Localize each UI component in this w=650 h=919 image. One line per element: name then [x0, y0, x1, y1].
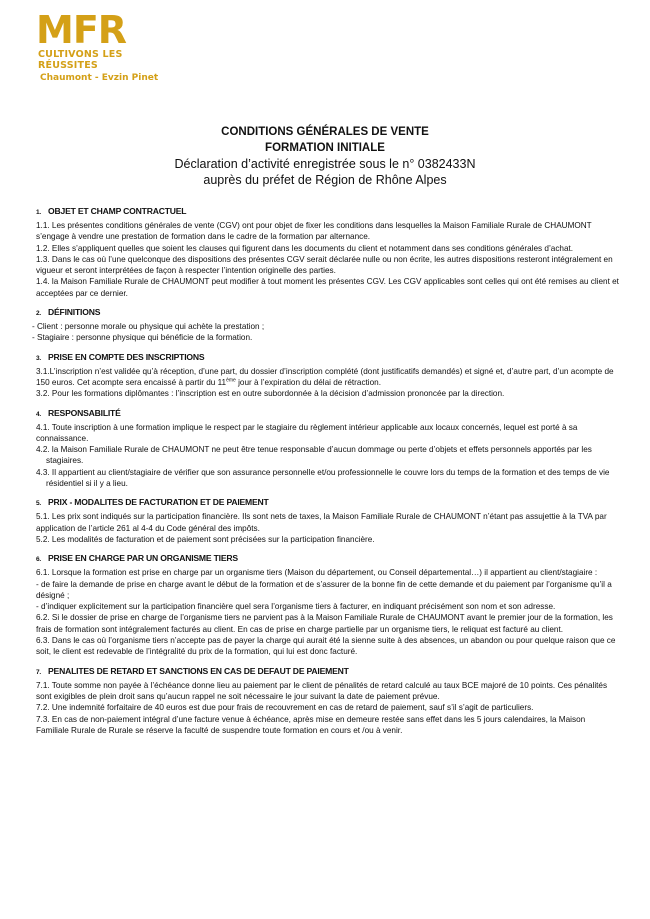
paragraph: 1.1. Les présentes conditions générales de vente (CGV) ont pour objet de fixer les conditions dans lesquelles la Maison Familiale Rurale de CHAUMONT s’engage à vendre une prestation de formation dans le cadre de la formation par alternance. — [36, 221, 592, 242]
paragraph: 4.3. Il appartient au client/stagiaire de vérifier que son assurance personnelle et/ou professionnelle le couvre lors du temps de la formation et des temps de vie résidentiel si il y a lieu. — [36, 467, 610, 489]
document-body — [32, 205, 620, 743]
definition-item: - Stagiaire : personne physique qui bénéficie de la formation. — [32, 333, 253, 343]
section-title: 1. OBJET ET CHAMP CONTRACTUEL — [36, 206, 187, 216]
declaration-line: Déclaration d’activité enregistrée sous le n° 0382433N — [174, 157, 476, 171]
paragraph: 7.1. Toute somme non payée à l’échéance donne lieu au paiement par le client de pénalités de retard calculé au taux BCE majoré de 10 points. Ces pénalités sont exigibles de plein droit sans qu’aucun rappel ne soit nécessaire le jour suivant la date de paiement prévue. — [36, 680, 608, 701]
paragraph: 6.2. Si le dossier de prise en charge de l’organisme tiers ne parvient pas à la Maison Familiale Rurale de CHAUMONT avant le premier jour de la formation, les frais de formation sont intégralement facturés au client. En cas de prise en charge partielle par un organisme tiers, le reliquat est facturé au client. — [36, 613, 613, 634]
section-title: 6. PRISE EN CHARGE PAR UN ORGANISME TIERS — [36, 553, 238, 564]
section-responsabilite — [36, 407, 620, 490]
paragraph: 6.1. Lorsque la formation est prise en charge par un organisme tiers (Maison du département, ou Conseil départemental…) il appartient au client/stagiaire : — [36, 568, 598, 578]
section-title: 4. RESPONSABILITÉ — [36, 407, 121, 418]
logo-location: Chaumont - Evzin Pinet — [40, 73, 159, 83]
paragraph: 5.2. Les modalités de facturation et de paiement sont précisées sur la participation financière. — [36, 534, 375, 544]
paragraph: 5.1. Les prix sont indiqués sur la participation financière. Ils sont nets de taxes, la Maison Familiale Rurale de CHAUMONT n’étant pas assujettie à la TVA par application de l’article 261 al 4-4 du Code général des impôts. — [36, 512, 607, 533]
section-title: 7. PENALITES DE RETARD ET SANCTIONS EN CAS DE DEFAUT DE PAIEMENT — [36, 665, 349, 676]
section-objet — [36, 205, 620, 299]
mfr-logo — [36, 8, 168, 84]
paragraph: 1.4. la Maison Familiale Rurale de CHAUMONT peut modifier à tout moment les présentes CGV. Les CGV applicables sont celles qui ont été remises au client et acceptées par ce dernier. — [36, 277, 619, 298]
paragraph: - de faire la demande de prise en charge avant le début de la formation et de s’assurer de la bonne fin de cette demande et du paiement par l’organisme qu’il a désigné ; — [36, 579, 612, 600]
document-header — [0, 124, 650, 188]
document-subtitle: FORMATION INITIALE — [265, 142, 385, 154]
paragraph: - d’indiquer explicitement sur la participation financière quel sera l’organisme tiers à facturer, en indiquant précisément son nom et son adresse. — [36, 602, 556, 612]
paragraph: 4.2. la Maison Familiale Rurale de CHAUMONT ne peut être tenue responsable d’aucun dommage ou perte d’objets et effets personnels apportés par les stagiaires. — [36, 445, 592, 466]
section-prise-en-charge — [36, 552, 620, 657]
logo-mark: MFR — [36, 8, 127, 52]
prefect-line: auprès du préfet de Région de Rhône Alpes — [203, 173, 447, 187]
paragraph: 1.2. Elles s’appliquent quelles que soient les clauses qui figurent dans les documents du client et notamment dans ses conditions générales d’achat. — [36, 243, 574, 253]
section-title: 3. PRISE EN COMPTE DES INSCRIPTIONS — [36, 351, 205, 362]
section-penalites — [36, 665, 620, 736]
definition-item: - Client : personne morale ou physique qui achète la prestation ; — [32, 322, 265, 332]
paragraph: 7.2. Une indemnité forfaitaire de 40 euros est due pour frais de recouvrement en cas de retard de paiement, sauf s’il s’agit de particuliers. — [36, 703, 534, 713]
paragraph: 3.1.L’inscription n’est validée qu’à réception, d’une part, du dossier d’inscription complété (dont justificatifs demandés) et signé et, d’autre part, d’un acompte de 150 euros. Cet acompte sera encaissé à partir du 11ème jour à l’expiration du délai de rétraction. — [36, 366, 614, 387]
section-prix — [36, 496, 620, 545]
section-title: 5. PRIX - MODALITES DE FACTURATION ET DE PAIEMENT — [36, 497, 269, 508]
paragraph: 4.1. Toute inscription à une formation implique le respect par le stagiaire du règlement intérieur applicable aux locaux concernés, lequel est porté à sa connaissance. — [36, 422, 578, 443]
paragraph: 6.3. Dans le cas où l’organisme tiers n’accepte pas de payer la charge qui aurait été la sienne suite à des absences, un abandon ou pour quelque raison que ce soit, le client est redevable de l’intégralité du prix de la formation, qui lui est donc facturé. — [36, 636, 616, 657]
logo-tagline: CULTIVONS LES RÉUSSITES — [38, 49, 123, 71]
paragraph: 3.2. Pour les formations diplômantes : l’inscription est en outre subordonnée à la décision d’admission prononcée par la direction. — [36, 389, 505, 399]
section-definitions — [32, 306, 620, 344]
section-inscriptions — [36, 351, 620, 400]
paragraph: 1.3. Dans le cas où l’une quelconque des dispositions des présentes CGV serait déclarée nulle ou non écrite, les autres dispositions resteront intégralement en vigueur et seront interprétées de façon à respecter l’intention originelle des parties. — [36, 254, 613, 276]
section-title: 2. DÉFINITIONS — [36, 307, 101, 318]
paragraph: 7.3. En cas de non-paiement intégral d’une facture venue à échéance, après mise en demeure restée sans effet dans les 5 jours calendaires, la Maison Familiale Rurale de Rurale se réserve la faculté de suspendre toute formation en cours et /ou à venir. — [36, 714, 586, 735]
document-title: CONDITIONS GÉNÉRALES DE VENTE — [221, 126, 429, 138]
